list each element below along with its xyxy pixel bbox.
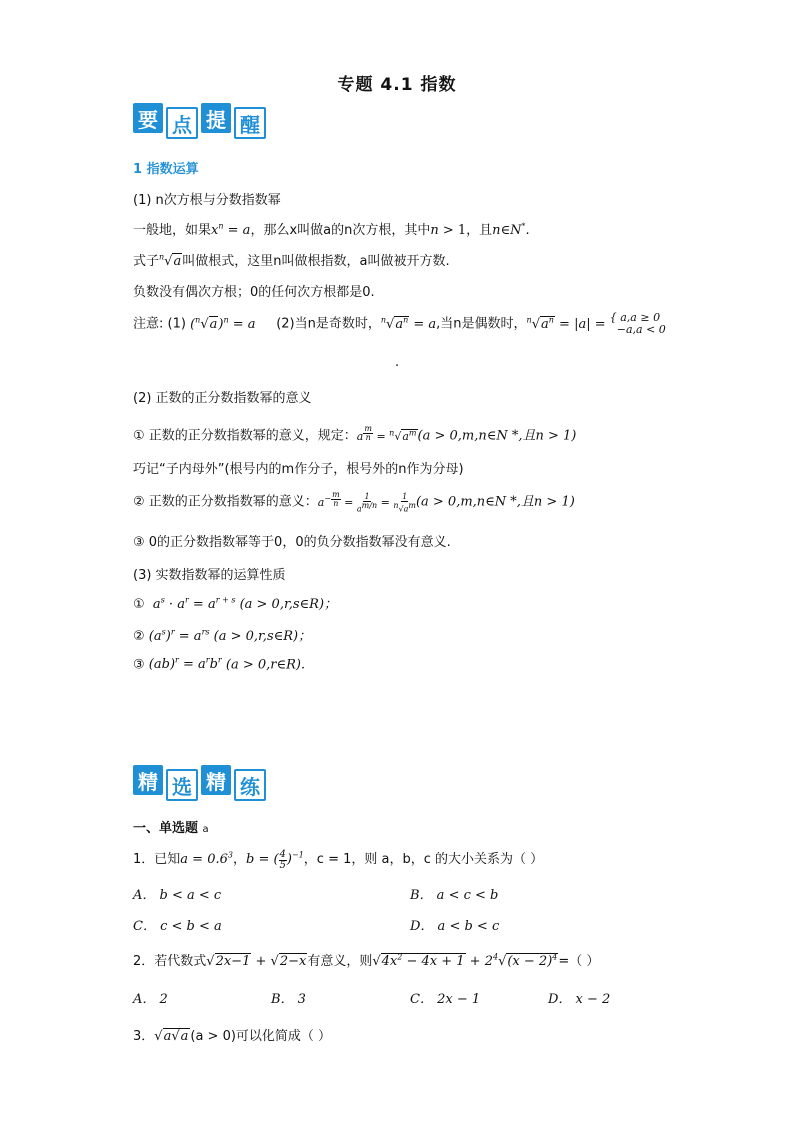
paragraph-mnemonic: 巧记“子内母外”(根号内的m作分子，根号外的n作为分母) — [133, 462, 464, 477]
paragraph-definition: 一般地，如果$x^n = a$，那么x叫做a的n次方根，其中n > 1，且n∈N*. — [133, 221, 530, 238]
page-title: 专题 4.1 指数 — [337, 75, 457, 95]
q1-option-d[interactable]: D． a < b < c — [410, 919, 500, 934]
banner-char: 提 — [201, 103, 231, 133]
paragraph: (1) n次方根与分数指数幂 — [133, 193, 281, 208]
banner-char: 醒 — [234, 107, 266, 139]
paragraph-rule-2: ② 正数的正分数指数幂的意义：$a^{-m n} = 1$ $a^{m/n} = 1$ $^n√a^m(a$ > 0,m,n∈N *,且n > 1) — [133, 490, 575, 514]
paragraph-rule-3: ③ 0的正分数指数幂等于0，0的负分数指数幂没有意义. — [133, 535, 451, 550]
banner-char: 练 — [234, 769, 266, 801]
property-3: ③ $(ab)^r = a^rb^r$ (a > 0,r∈R). — [133, 656, 306, 673]
section-heading-exponent-ops: 1 指数运算 — [133, 162, 199, 177]
paragraph: 负数没有偶次方根；0的任何次方根都是0. — [133, 285, 375, 300]
q2-option-b[interactable]: B． 3 — [271, 992, 306, 1007]
q1-option-c[interactable]: C． c < b < a — [133, 919, 222, 934]
question-1: 1．已知$a = 0.6^3$，b = (4 5)$^{-1}$，c = 1，则 a，b，c 的大小关系为（ ） — [133, 848, 544, 871]
q1-option-a[interactable]: A． b < a < c — [133, 888, 222, 903]
paragraph-rule-1: ① 正数的正分数指数幂的意义，规定：$a^{m n} = ^n√a^m(a$ > 0,m,n∈N *,且n > 1) — [133, 424, 577, 444]
q2-option-a[interactable]: A． 2 — [133, 992, 168, 1007]
question-2: 2．若代数式√2x−1 + √2−x有意义，则$√4x^2 - 4x + 1 + 2^4√(x - 2)^4=$（ ） — [133, 952, 600, 969]
banner-char: 精 — [133, 765, 163, 795]
paragraph-note: 注意: (1) $(^n√a)^n = a$ (2)当n是奇数时，$^n√a^n = a$,当n是偶数时，$^n√a^n = |a|$ = { a,a ≥ 0 −a,a < 0 — [133, 311, 666, 336]
banner-char: 精 — [201, 765, 231, 795]
section-heading-single-choice: 一、单选题 a — [133, 821, 209, 836]
q1-option-b[interactable]: B． a < c < b — [410, 888, 499, 903]
banner-key-points — [133, 103, 269, 139]
banner-selected-exercises — [133, 765, 269, 801]
banner-char: 点 — [166, 107, 198, 139]
paragraph-radical: 式子$^n$√a叫做根式，这里n叫做根指数，a叫做被开方数. — [133, 252, 450, 269]
paragraph: (3) 实数指数幂的运算性质 — [133, 568, 286, 583]
q2-option-c[interactable]: C． 2x − 1 — [410, 992, 481, 1007]
property-1: ① $a^s \cdot a^r = a^{r + s}$ (a > 0,r,s∈R)； — [133, 595, 338, 612]
paragraph: (2) 正数的正分数指数幂的意义 — [133, 391, 312, 406]
q2-option-d[interactable]: D． x − 2 — [548, 992, 611, 1007]
stray-dot: . — [395, 355, 400, 370]
banner-char: 要 — [133, 103, 163, 133]
question-3: 3．√a√a (a > 0)可以化简成（ ） — [133, 1029, 332, 1044]
banner-char: 选 — [166, 769, 198, 801]
property-2: ② $(a^s)^r = a^{rs}$ (a > 0,r,s∈R)； — [133, 627, 312, 644]
